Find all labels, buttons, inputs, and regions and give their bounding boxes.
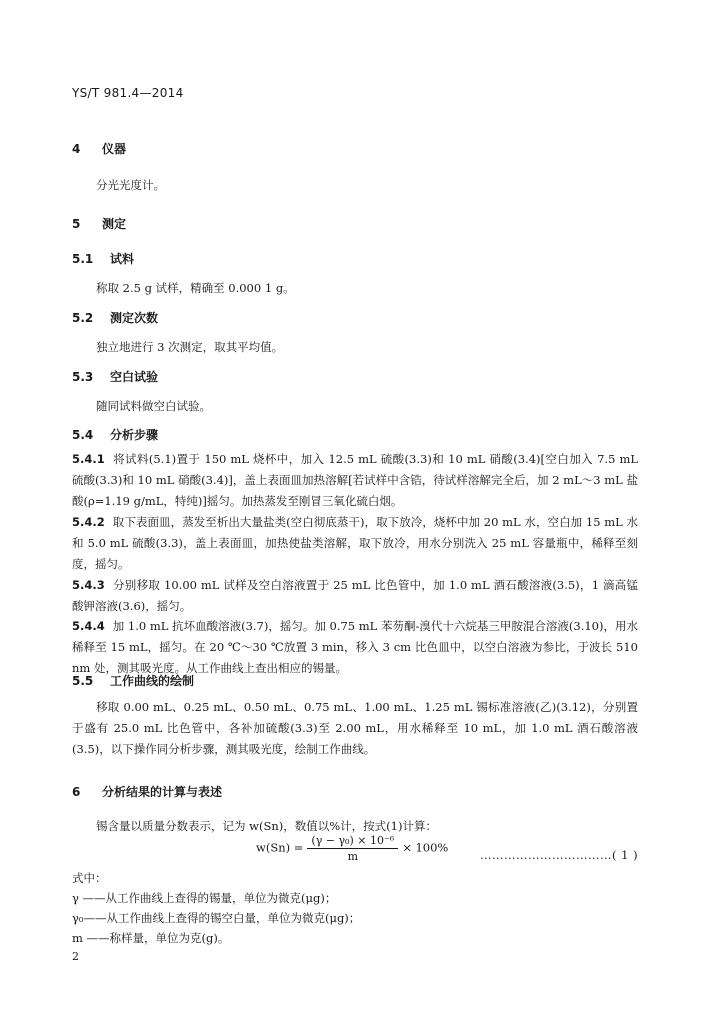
section-5-2-heading — [72, 309, 158, 326]
where-item-gamma0: γ₀——从工作曲线上查得的锡空白量，单位为微克(μg)； — [72, 911, 361, 925]
clause-text: 分别移取 10.00 mL 试样及空白溶液置于 25 mL 比色管中，加 1.0 mL 酒石酸溶液(3.5)，1 滴高锰酸钾溶液(3.6)，摇匀。 — [72, 578, 638, 613]
formula-rhs: × 100% — [402, 840, 449, 855]
formula-numerator: (γ − γ₀) × 10⁻⁶ — [307, 834, 398, 849]
formula-lhs: w(Sn) = — [256, 840, 304, 855]
section-5-3-heading — [72, 368, 158, 385]
section-title: 试料 — [110, 252, 135, 266]
section-number: 5 — [72, 217, 81, 231]
clause-text: 取下表面皿，蒸发至析出大量盐类(空白彻底蒸干)，取下放冷，烧杯中加 20 mL 水，空白加 15 mL 水和 5.0 mL 硫酸(3.3)，盖上表面皿，加热使盐类溶解，取下放冷，用水分别洗入 25 mL 容量瓶中，稀释至刻度，摇匀。 — [72, 515, 638, 571]
clause-number: 5.4.1 — [72, 452, 105, 466]
section-5-1-body: 称取 2.5 g 试样，精确至 0.000 1 g。 — [96, 281, 295, 295]
equation-number: ( 1 ) — [612, 848, 639, 862]
section-title: 测定 — [102, 217, 127, 231]
section-4-body: 分光光度计。 — [96, 178, 165, 192]
section-title: 分析步骤 — [110, 428, 159, 442]
paragraph-5-4-4 — [72, 616, 638, 679]
section-5-3-body: 随同试料做空白试验。 — [96, 399, 211, 413]
section-5-4-heading — [72, 426, 158, 443]
formula-1 — [256, 834, 448, 863]
section-number: 5.1 — [72, 252, 94, 266]
formula-fraction — [307, 834, 398, 863]
section-4-heading — [72, 140, 126, 157]
clause-text: 将试料(5.1)置于 150 mL 烧杯中，加入 12.5 mL 硫酸(3.3)和 10 mL 硝酸(3.4)[空白加入 7.5 mL 硫酸(3.3)和 10 mL 硝酸(3.4)]，盖上表面皿加热溶解[若试样中含锆，待试样溶解完全后，加 2 mL～3 mL 盐酸(ρ=1.19 g/mL，特纯)]摇匀。加热蒸发至刚冒三氧化硫白烟。 — [72, 452, 638, 508]
section-number: 5.3 — [72, 370, 94, 384]
paragraph-5-4-2 — [72, 512, 638, 575]
where-intro: 式中： — [72, 871, 107, 885]
section-title: 仪器 — [102, 142, 127, 156]
formula-leader-dots — [480, 848, 638, 862]
section-5-1-heading — [72, 250, 134, 267]
paragraph-5-4-3 — [72, 575, 638, 617]
section-number: 5.4 — [72, 428, 94, 442]
page-number: 2 — [72, 950, 79, 963]
section-5-5-heading — [72, 672, 194, 689]
clause-number: 5.4.3 — [72, 578, 105, 592]
clause-text: 加 1.0 mL 抗坏血酸溶液(3.7)，摇匀。加 0.75 mL 苯芴酮-溴代十六烷基三甲胺混合溶液(3.10)，用水稀释至 15 mL，摇匀。在 20 ℃～30 ℃放置 3 min，移入 3 cm 比色皿中，以空白溶液为参比，于波长 510 nm 处，测其吸光度。从工作曲线上查出相应的锡量。 — [72, 619, 638, 675]
section-6-heading — [72, 783, 222, 800]
section-title: 测定次数 — [110, 311, 159, 325]
section-number: 5.2 — [72, 311, 94, 325]
leader-dots: …………………………… — [480, 848, 612, 862]
section-number: 5.5 — [72, 674, 94, 688]
section-5-2-body: 独立地进行 3 次测定，取其平均值。 — [96, 340, 284, 354]
standard-code-header: YS/T 981.4—2014 — [72, 86, 184, 100]
section-6-body: 锡含量以质量分数表示，记为 w(Sn)，数值以%计，按式(1)计算： — [96, 819, 437, 833]
section-title: 分析结果的计算与表述 — [102, 785, 223, 799]
clause-number: 5.4.4 — [72, 619, 105, 633]
formula-denominator: m — [347, 850, 359, 863]
section-title: 空白试验 — [110, 370, 159, 384]
paragraph-5-4-1 — [72, 449, 638, 512]
section-5-heading — [72, 215, 126, 232]
section-number: 4 — [72, 142, 81, 156]
where-item-m: m ——称样量，单位为克(g)。 — [72, 931, 230, 945]
section-number: 6 — [72, 785, 81, 799]
paragraph-5-5: 移取 0.00 mL、0.25 mL、0.50 mL、0.75 mL、1.00 mL、1.25 mL 锡标准溶液(乙)(3.12)，分别置于盛有 25.0 mL 比色管中，各补加硫酸(3.3)至 2.00 mL，用水稀释至 10 mL，加 1.0 mL 酒石酸溶液(3.5)，以下操作同分析步骤，测其吸光度，绘制工作曲线。 — [72, 700, 638, 756]
clause-number: 5.4.2 — [72, 515, 105, 529]
where-item-gamma: γ ——从工作曲线上查得的锡量，单位为微克(μg)； — [72, 891, 337, 905]
section-title: 工作曲线的绘制 — [110, 674, 195, 688]
